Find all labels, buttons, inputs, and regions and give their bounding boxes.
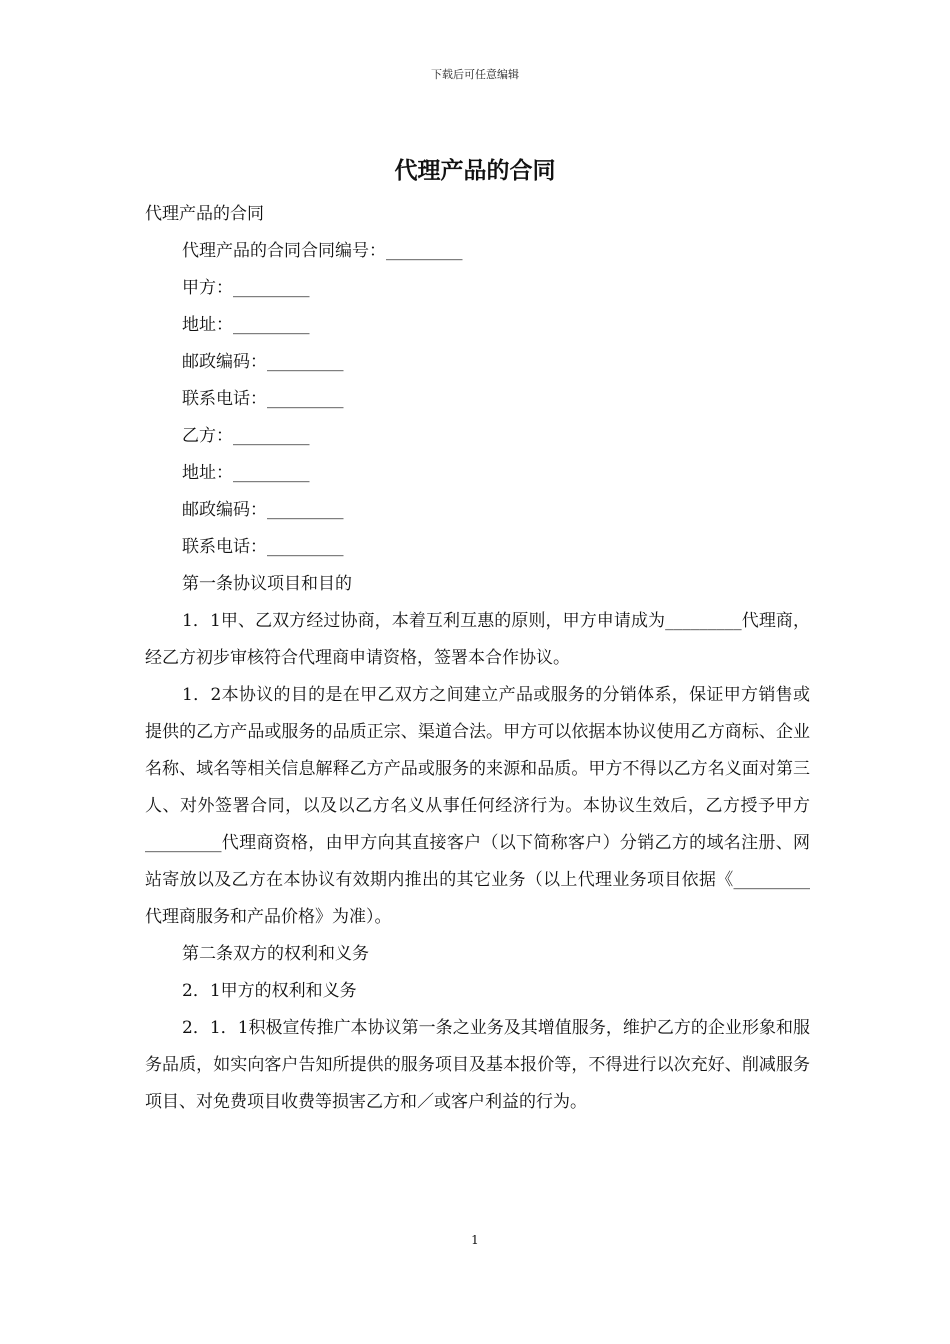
header-note: 下载后可任意编辑 (431, 68, 519, 81)
party-a-line: 甲方：_________ (182, 278, 310, 298)
clause-1-1: 1．1甲、乙双方经过协商，本着互利互惠的原则，甲方申请成为_________代理商，经乙方初步审核符合代理商申请资格，签署本合作协议。 (145, 611, 810, 668)
article-1-heading: 第一条协议项目和目的 (182, 574, 352, 594)
document-body (145, 196, 810, 1121)
article-2-heading: 第二条双方的权利和义务 (182, 944, 369, 964)
party-a-postcode-line: 邮政编码：_________ (182, 352, 344, 372)
party-b-phone-line: 联系电话：_________ (182, 537, 344, 557)
party-b-line: 乙方：_________ (182, 426, 310, 446)
contract-number-line: 代理产品的合同合同编号：_________ (182, 241, 463, 261)
document-title: 代理产品的合同 (394, 158, 556, 184)
party-a-phone-line: 联系电话：_________ (182, 389, 344, 409)
subtitle: 代理产品的合同 (145, 204, 264, 224)
clause-2-1-1: 2．1．1积极宣传推广本协议第一条之业务及其增值服务，维护乙方的企业形象和服务品质，如实向客户告知所提供的服务项目及基本报价等，不得进行以次充好、削减服务项目、对免费项目收费等损害乙方和／或客户利益的行为。 (145, 1018, 810, 1112)
party-a-address-line: 地址：_________ (182, 315, 310, 335)
clause-1-2: 1．2本协议的目的是在甲乙双方之间建立产品或服务的分销体系，保证甲方销售或提供的乙方产品或服务的品质正宗、渠道合法。甲方可以依据本协议使用乙方商标、企业名称、域名等相关信息解释乙方产品或服务的来源和品质。甲方不得以乙方名义面对第三人、对外签署合同，以及以乙方名义从事任何经济行为。本协议生效后，乙方授予甲方_________代理商资格，由甲方向其直接客户（以下简称客户）分销乙方的域名注册、网站寄放以及乙方在本协议有效期内推出的其它业务（以上代理业务项目依据《_________代理商服务和产品价格》为准）。 (145, 685, 810, 927)
party-b-address-line: 地址：_________ (182, 463, 310, 483)
page-number: 1 (471, 1233, 479, 1247)
clause-2-1: 2．1甲方的权利和义务 (182, 981, 357, 1001)
party-b-postcode-line: 邮政编码：_________ (182, 500, 344, 520)
